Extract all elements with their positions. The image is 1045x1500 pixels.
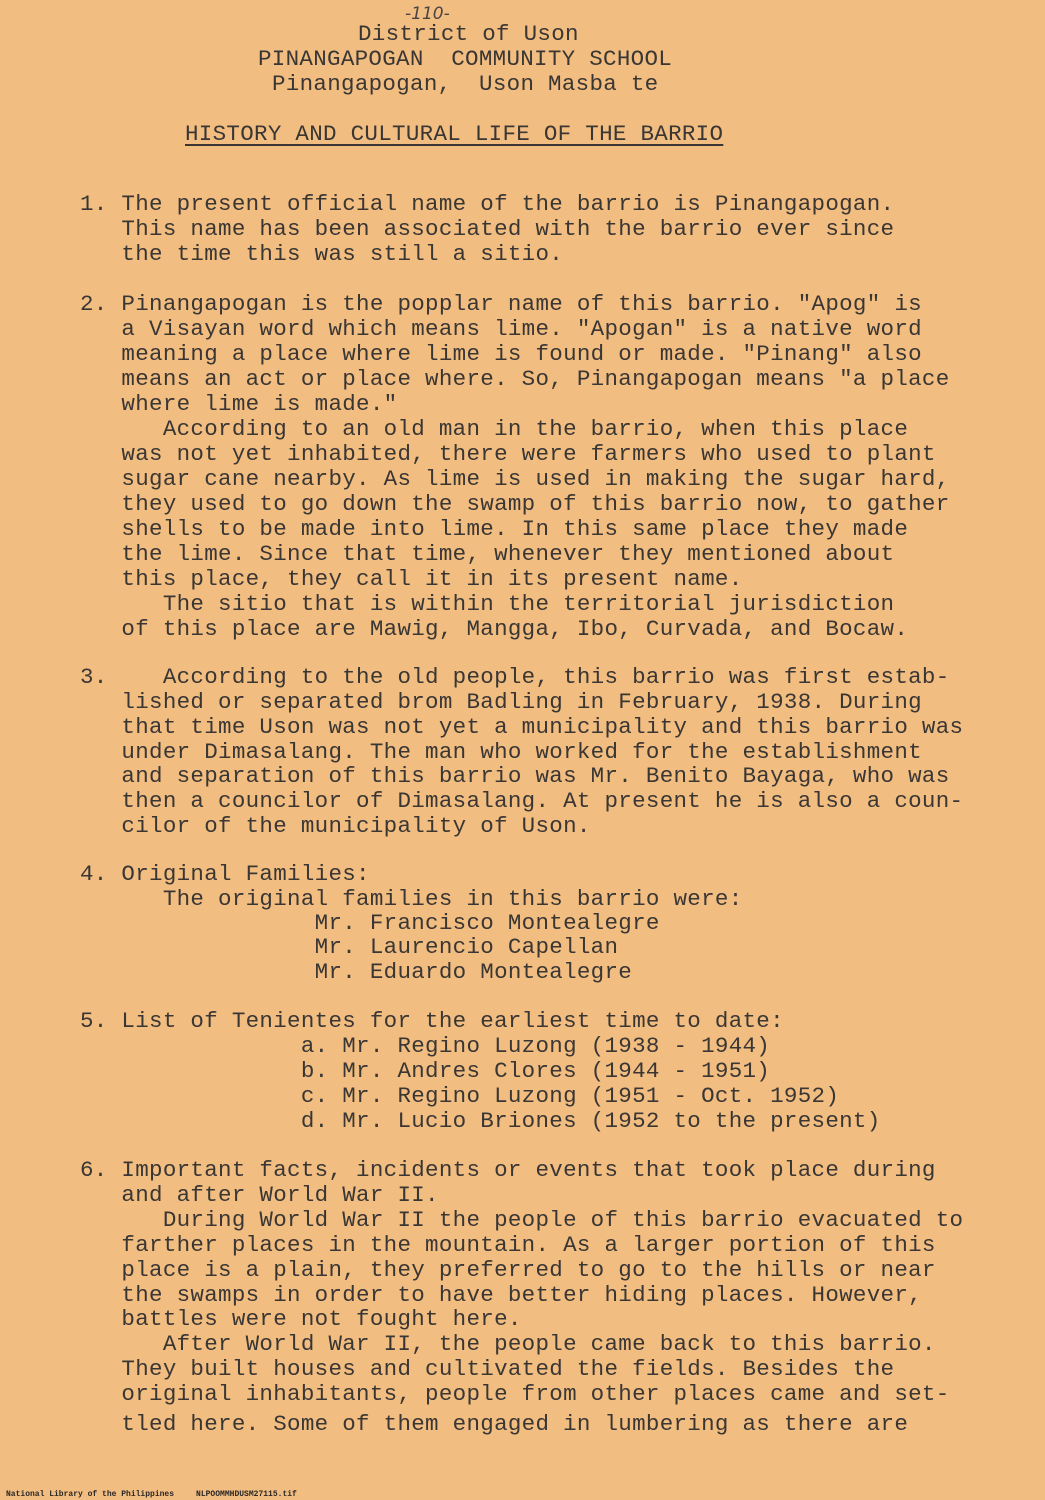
body-line: a. Mr. Regino Luzong (1938 - 1944) (80, 1033, 771, 1059)
scan-footer (6, 1490, 319, 1499)
body-line: sugar cane nearby. As lime is used in making the sugar hard, (80, 466, 950, 492)
body-line: battles were not fought here. (80, 1306, 522, 1332)
body-line: 6. Important facts, incidents or events that took place during (80, 1157, 936, 1183)
body-line: 5. List of Tenientes for the earliest time to date: (80, 1008, 784, 1034)
body-line: c. Mr. Regino Luzong (1951 - Oct. 1952) (80, 1083, 840, 1109)
body-line: The original families in this barrio were: (80, 886, 743, 912)
body-line: According to an old man in the barrio, when this place (80, 416, 909, 442)
body-line: the time this was still a sitio. (80, 241, 564, 267)
body-line: the swamps in order to have better hiding places. However, (80, 1282, 922, 1308)
body-line: b. Mr. Andres Clores (1944 - 1951) (80, 1058, 771, 1084)
document-title: HISTORY AND CULTURAL LIFE OF THE BARRIO (185, 121, 724, 147)
body-line: They built houses and cultivated the fields. Besides the (80, 1356, 895, 1382)
body-line: means an act or place where. So, Pinangapogan means "a place (80, 366, 950, 392)
body-line: they used to go down the swamp of this barrio now, to gather (80, 491, 950, 517)
school-heading: PINANGAPOGAN COMMUNITY SCHOOL (258, 46, 673, 72)
body-line: Mr. Laurencio Capellan (80, 934, 619, 960)
library-credit: National Library of the Philippines (6, 1490, 175, 1499)
body-line: was not yet inhabited, there were farmers who used to plant (80, 441, 936, 467)
address-heading: Pinangapogan, Uson Masba te (272, 71, 659, 97)
body-line: farther places in the mountain. As a larger portion of this (80, 1232, 936, 1258)
district-heading: District of Uson (358, 21, 579, 47)
body-line: During World War II the people of this barrio evacuated to (80, 1207, 964, 1233)
body-line: The sitio that is within the territorial jurisdiction (80, 591, 895, 617)
body-line: Mr. Eduardo Montealegre (80, 959, 633, 985)
body-line: and after World War II. (80, 1182, 439, 1208)
body-line: under Dimasalang. The man who worked for the establishment (80, 739, 922, 765)
body-line: 1. The present official name of the barrio is Pinangapogan. (80, 191, 895, 217)
handwritten-page-number: -110- (405, 4, 450, 24)
body-line: where lime is made." (80, 391, 398, 417)
body-line: cilor of the municipality of Uson. (80, 813, 591, 839)
body-line: 2. Pinangapogan is the popplar name of this barrio. "Apog" is (80, 291, 922, 317)
body-line: then a councilor of Dimasalang. At present he is also a coun- (80, 788, 964, 814)
body-line: After World War II, the people came back to this barrio. (80, 1331, 936, 1357)
body-line: a Visayan word which means lime. "Apogan" is a native word (80, 316, 922, 342)
body-line: 4. Original Families: (80, 861, 370, 887)
body-line: Mr. Francisco Montealegre (80, 910, 660, 936)
body-line: that time Uson was not yet a municipality and this barrio was (80, 714, 964, 740)
body-line: and separation of this barrio was Mr. Benito Bayaga, who was (80, 763, 950, 789)
body-line: this place, they call it in its present name. (80, 566, 743, 592)
file-name: NLPOOMMHDUSM27115.tif (196, 1490, 297, 1499)
body-line: of this place are Mawig, Mangga, Ibo, Curvada, and Bocaw. (80, 616, 909, 642)
body-line: original inhabitants, people from other places came and set- (80, 1381, 950, 1407)
body-line: meaning a place where lime is found or made. "Pinang" also (80, 341, 922, 367)
body-line: shells to be made into lime. In this same place they made (80, 516, 909, 542)
body-line: 3. According to the old people, this barrio was first estab- (80, 664, 950, 690)
body-line: d. Mr. Lucio Briones (1952 to the present) (80, 1108, 881, 1134)
body-line: place is a plain, they preferred to go to the hills or near (80, 1257, 936, 1283)
body-line: the lime. Since that time, whenever they mentioned about (80, 541, 895, 567)
body-line: tled here. Some of them engaged in lumbering as there are (80, 1411, 909, 1437)
body-line: lished or separated brom Badling in February, 1938. During (80, 689, 922, 715)
body-line: This name has been associated with the barrio ever since (80, 216, 895, 242)
